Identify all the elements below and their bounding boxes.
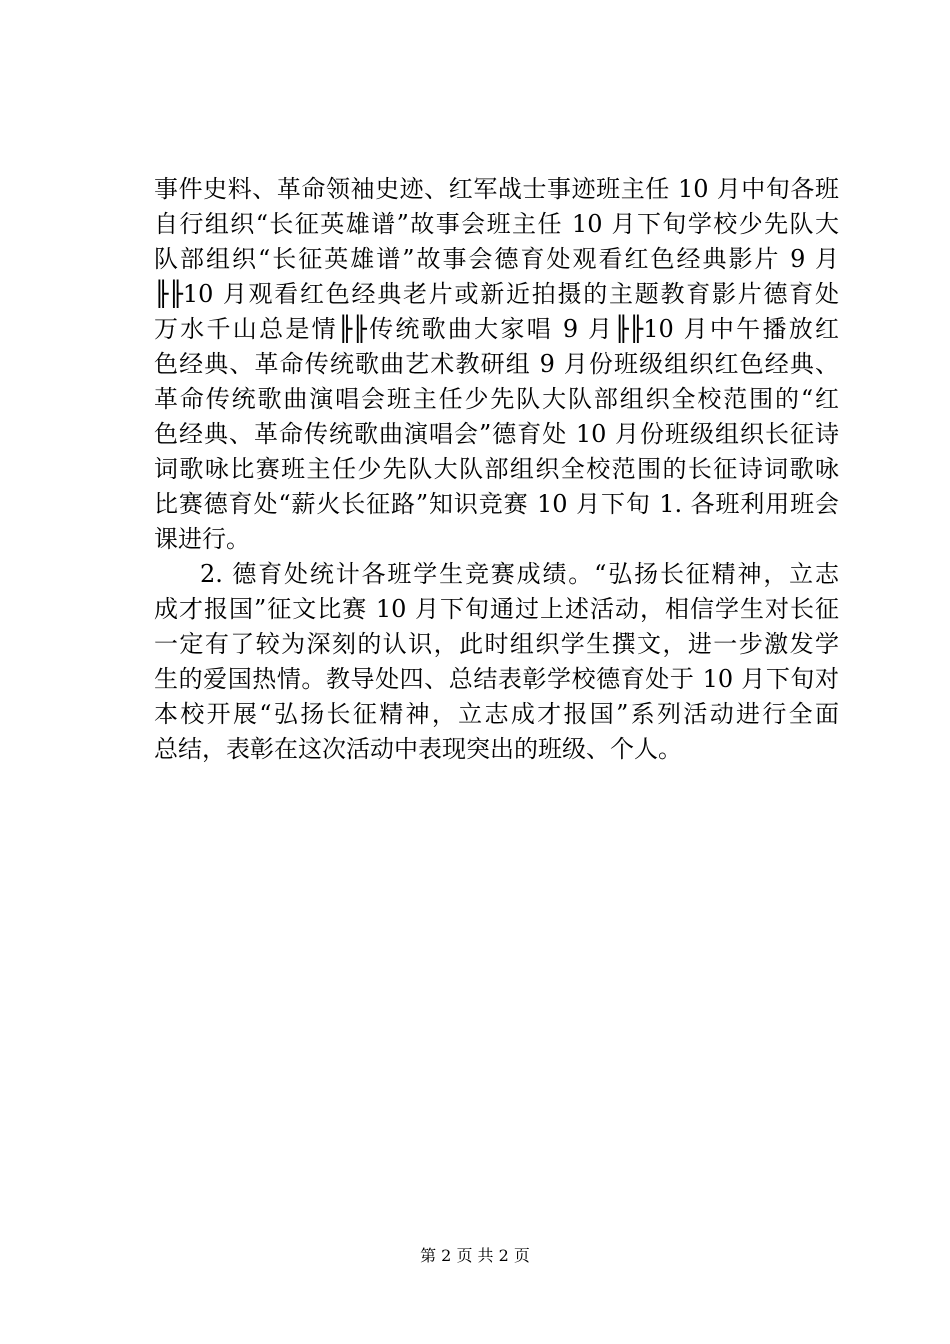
text-line: 总结，表彰在这次活动中表现突出的班级、个人。 bbox=[154, 735, 682, 763]
document-body bbox=[154, 172, 839, 767]
text-line: 色经典、革命传统歌曲演唱会”德育处 10 月份班级组织长征诗 bbox=[154, 420, 839, 448]
text-line: 色经典、革命传统歌曲艺术教研组 9 月份班级组织红色经典、 bbox=[154, 350, 839, 378]
text-line: 革命传统歌曲演唱会班主任少先队大队部组织全校范围的“红 bbox=[154, 385, 839, 413]
text-line: 比赛德育处“薪火长征路”知识竞赛 10 月下旬 1. 各班利用班会 bbox=[154, 490, 839, 518]
text-line: 事件史料、革命领袖史迹、红军战士事迹班主任 10 月中旬各班 bbox=[154, 175, 839, 203]
text-line: 词歌咏比赛班主任少先队大队部组织全校范围的长征诗词歌咏 bbox=[154, 455, 839, 483]
text-line: 课进行。 bbox=[154, 525, 250, 553]
text-line: 一定有了较为深刻的认识，此时组织学生撰文，进一步激发学 bbox=[154, 630, 839, 658]
text-line: 万水千山总是情╟╟传统歌曲大家唱 9 月╟╟10 月中午播放红 bbox=[154, 315, 839, 343]
page-number-footer: 第 2 页 共 2 页 bbox=[420, 1246, 530, 1265]
text-line: ╟╟10 月观看红色经典老片或新近拍摄的主题教育影片德育处 bbox=[154, 280, 839, 308]
text-line: 2. 德育处统计各班学生竞赛成绩。“弘扬长征精神，立志 bbox=[200, 560, 839, 588]
paragraph-1 bbox=[154, 172, 839, 557]
text-line: 生的爱国热情。教导处四、总结表彰学校德育处于 10 月下旬对 bbox=[154, 665, 839, 693]
text-line: 本校开展“弘扬长征精神，立志成才报国”系列活动进行全面 bbox=[154, 700, 839, 728]
text-line: 队部组织“长征英雄谱”故事会德育处观看红色经典影片 9 月 bbox=[154, 245, 839, 273]
text-line: 成才报国”征文比赛 10 月下旬通过上述活动，相信学生对长征 bbox=[154, 595, 839, 623]
text-line: 自行组织“长征英雄谱”故事会班主任 10 月下旬学校少先队大 bbox=[154, 210, 839, 238]
paragraph-2 bbox=[154, 557, 839, 767]
